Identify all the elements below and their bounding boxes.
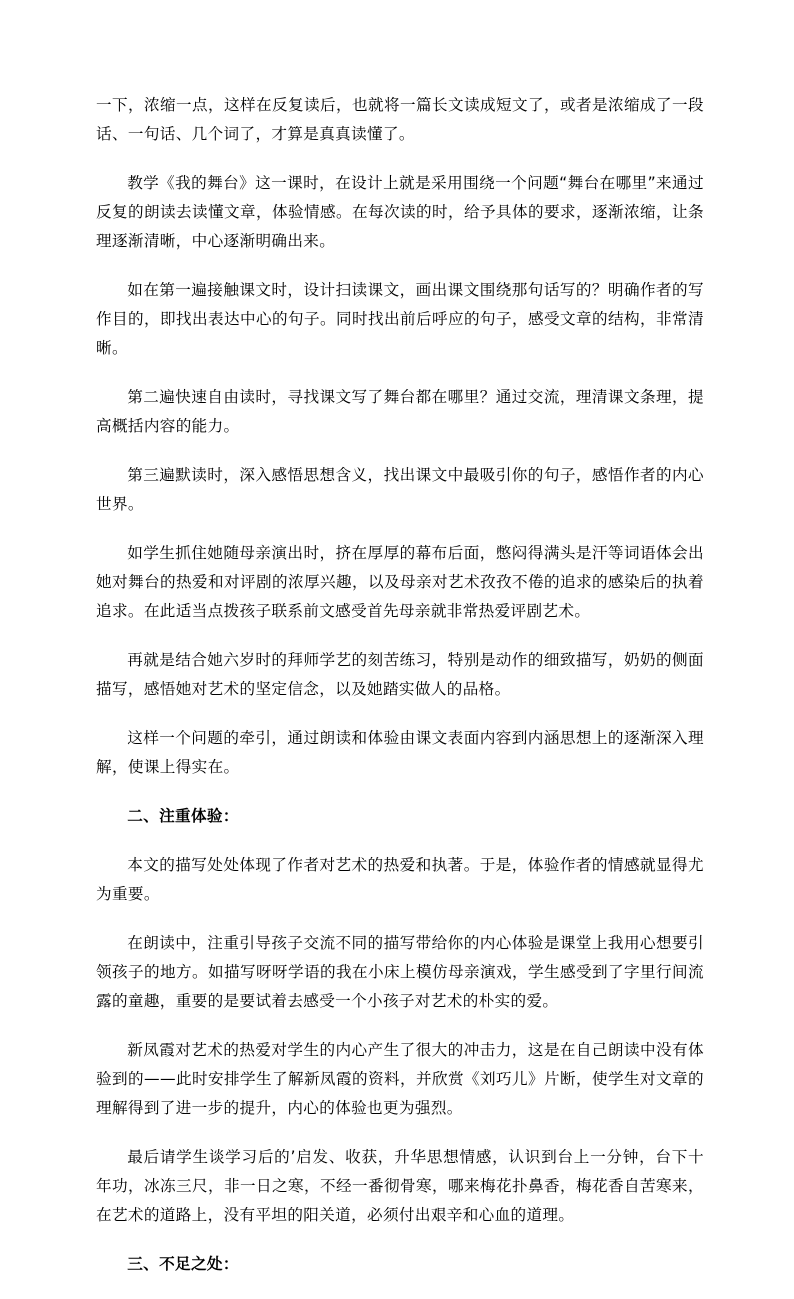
paragraph-second-reading: 第二遍快速自由读时，寻找课文写了舞台都在哪里？通过交流，理清课文条理，提高概括内容的能力。 — [96, 388, 704, 435]
paragraph-third-reading: 第三遍默读时，深入感悟思想含义，找出课文中最吸引你的句子，感悟作者的内心世界。 — [96, 466, 704, 513]
paragraph-practice: 再就是结合她六岁时的拜师学艺的刻苦练习，特别是动作的细致描写，奶奶的侧面描写，感悟她对艺术的坚定信念，以及她踏实做人的品格。 — [96, 651, 704, 698]
section-heading-experience: 二、注重体验： — [127, 807, 239, 825]
paragraph-first-reading: 如在第一遍接触课文时，设计扫读课文，画出课文围绕那句话写的？明确作者的写作目的，即找出表达中心的句子。同时找出前后呼应的句子，感受文章的结构，非常清晰。 — [96, 281, 704, 357]
section-heading-shortcomings: 三、不足之处： — [127, 1255, 239, 1273]
paragraph-experience-intro: 本文的描写处处体现了作者对艺术的热爱和执著。于是，体验作者的情感就显得尤为重要。 — [96, 856, 704, 903]
paragraph-reading-aloud: 在朗读中，注重引导孩子交流不同的描写带给你的内心体验是课堂上我用心想要引领孩子的地方。如描写呀呀学语的我在小床上模仿母亲演戏，学生感受到了字里行间流露的童趣，重要的是要试着去感受一个小孩子对艺术的朴实的爱。 — [96, 934, 704, 1010]
paragraph-xin-fengxia: 新凤霞对艺术的热爱对学生的内心产生了很大的冲击力，这是在自己朗读中没有体验到的——此时安排学生了解新凤霞的资料，并欣赏《刘巧儿》片断，使学生对文章的理解得到了进一步的提升，内心的体验也更为强烈。 — [96, 1041, 704, 1117]
paragraph-continuation: 一下，浓缩一点，这样在反复读后，也就将一篇长文读成短文了，或者是浓缩成了一段话、一句话、几个词了，才算是真真读懂了。 — [96, 96, 704, 143]
paragraph-student-example: 如学生抓住她随母亲演出时，挤在厚厚的幕布后面，憋闷得满头是汗等词语体会出她对舞台的热爱和对评剧的浓厚兴趣，以及母亲对艺术孜孜不倦的追求的感染后的执着追求。在此适当点拨孩子联系前文感受首先母亲就非常热爱评剧艺术。 — [96, 544, 704, 620]
paragraph-conclusion: 最后请学生谈学习后的’启发、收获，升华思想情感，认识到台上一分钟，台下十年功，冰冻三尺，非一日之寒，不经一番彻骨寒，哪来梅花扑鼻香，梅花香自苦寒来，在艺术的道路上，没有平坦的阳关道，必须付出艰辛和心血的道理。 — [96, 1148, 704, 1224]
paragraph-summary: 这样一个问题的牵引，通过朗读和体验由课文表面内容到内涵思想上的逐渐深入理解，使课上得实在。 — [96, 729, 704, 776]
document-page — [96, 91, 704, 1299]
paragraph-lesson-design: 教学《我的舞台》这一课时，在设计上就是采用围绕一个问题“舞台在哪里”来通过反复的朗读去读懂文章，体验情感。在每次读的时，给予具体的要求，逐渐浓缩，让条理逐渐清晰，中心逐渐明确出来。 — [96, 174, 704, 250]
